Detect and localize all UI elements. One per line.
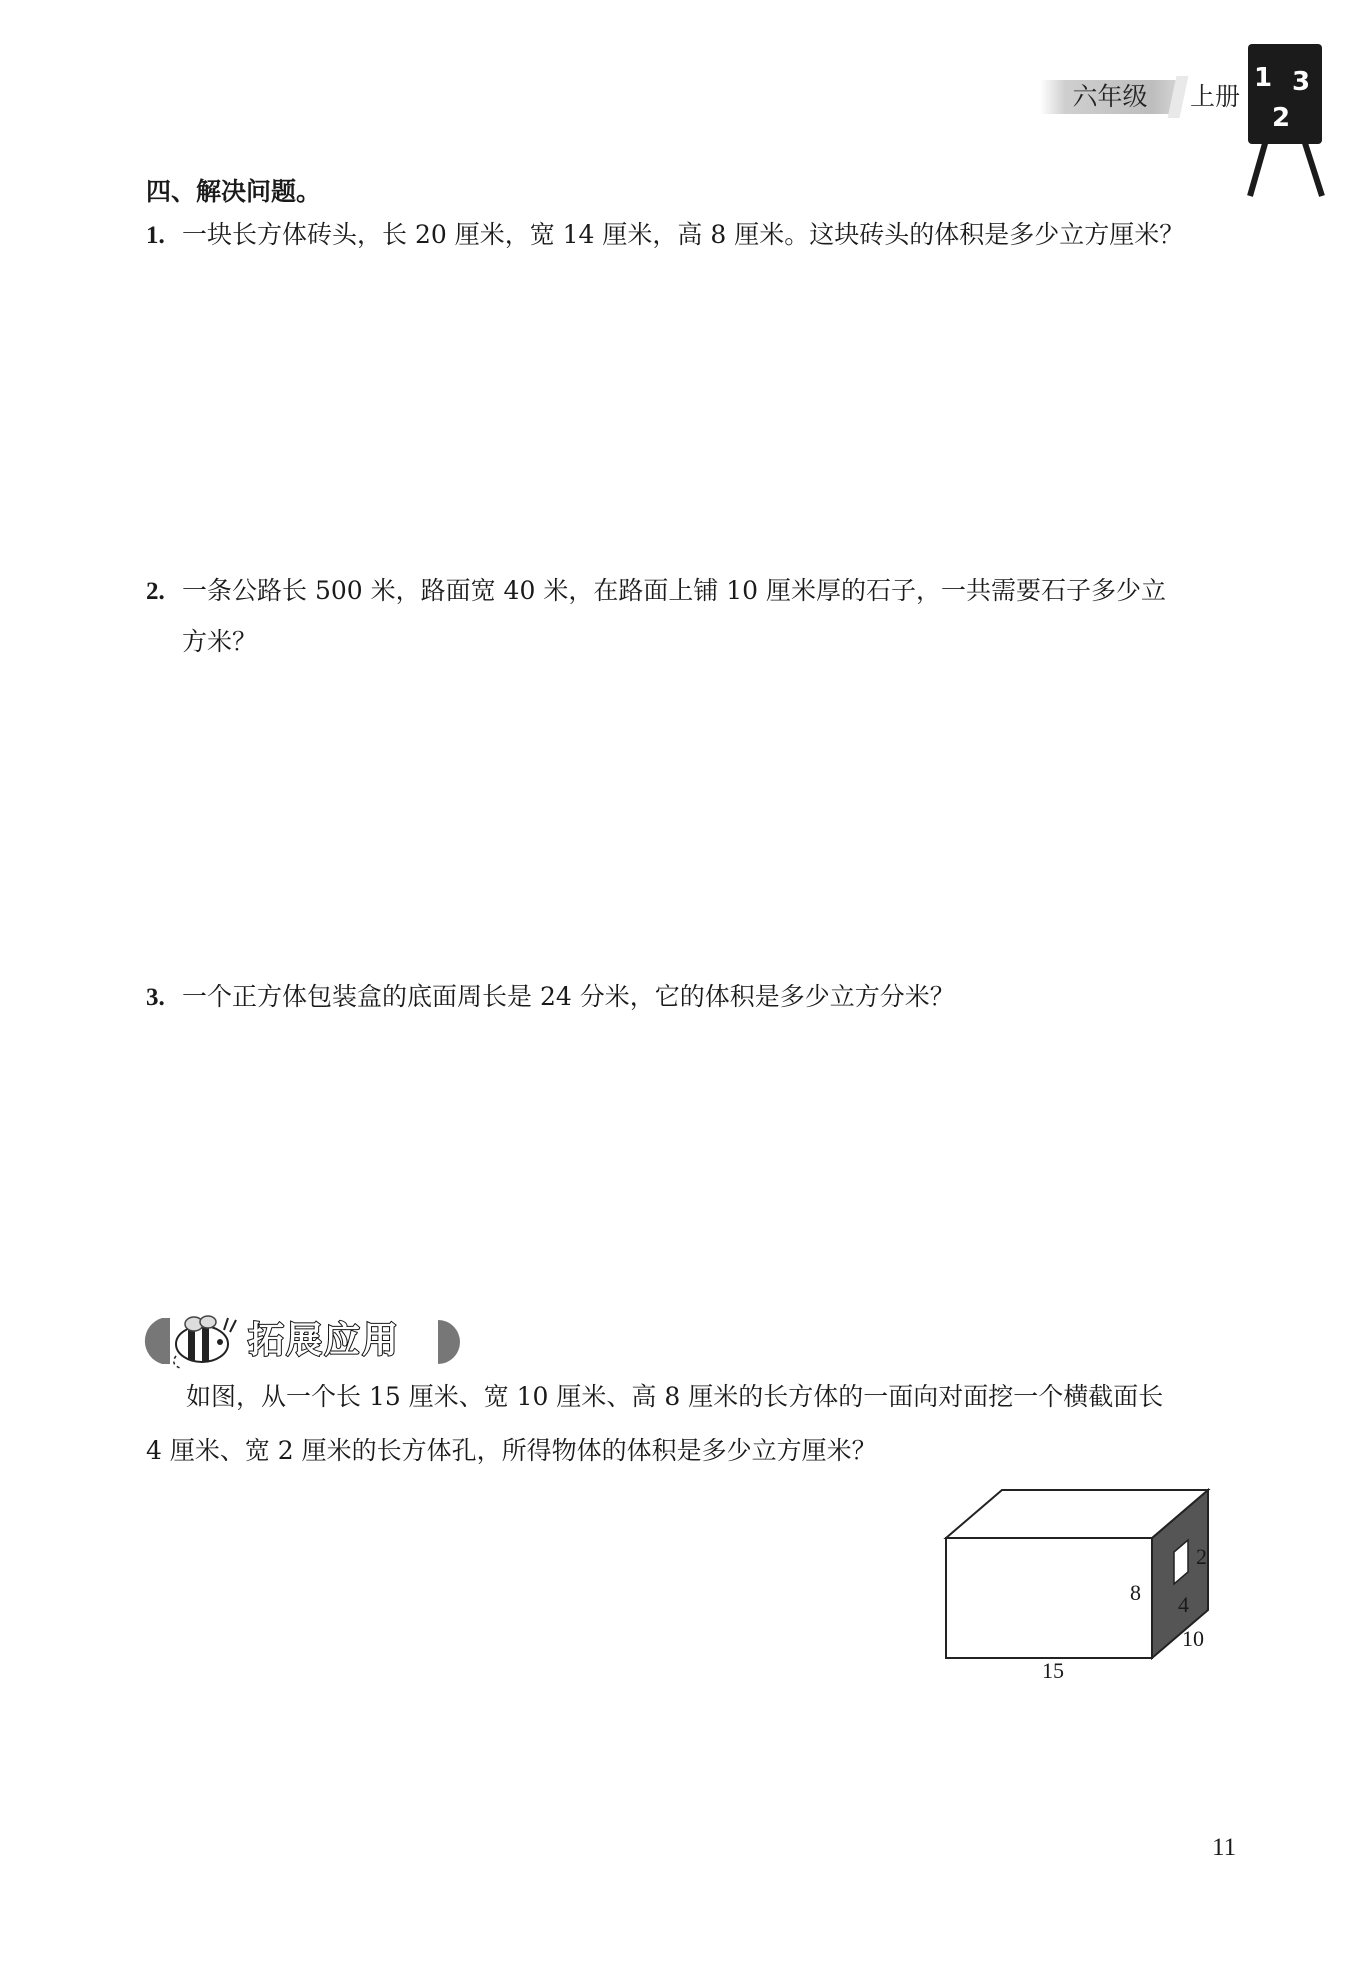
- question-number: 3.: [146, 984, 165, 1011]
- grade-label: 六年级: [1040, 80, 1180, 114]
- chalkboard-icon: [1240, 40, 1330, 200]
- board-digit-1: 1: [1254, 63, 1273, 93]
- question-1: [146, 210, 1246, 261]
- extension-text-line-1: 如图，从一个长 15 厘米、宽 10 厘米、高 8 厘米的长方体的一面向对面挖一个横截面长: [186, 1382, 1164, 1411]
- extension-problem: [146, 1370, 1246, 1478]
- page-number: 11: [1212, 1834, 1237, 1861]
- term-label: 上册: [1190, 82, 1241, 111]
- question-text: 一条公路长 500 米，路面宽 40 米，在路面上铺 10 厘米厚的石子，一共需要石子多少立: [182, 576, 1167, 605]
- cuboid-figure: [930, 1480, 1250, 1690]
- question-number: 1.: [146, 222, 165, 249]
- width-label: 10: [1182, 1626, 1204, 1651]
- board-digit-3: 3: [1292, 67, 1311, 97]
- question-number: 2.: [146, 578, 165, 605]
- height-label: 8: [1130, 1580, 1141, 1605]
- section-title: 四、解决问题。: [146, 177, 322, 206]
- board-digit-2: 2: [1272, 103, 1291, 133]
- question-3: [146, 972, 1246, 1023]
- question-text: 一个正方体包装盒的底面周长是 24 分米，它的体积是多少立方分米？: [182, 982, 955, 1011]
- question-2: [146, 566, 1246, 667]
- extension-text-line-2: 4 厘米、宽 2 厘米的长方体孔，所得物体的体积是多少立方厘米？: [146, 1436, 877, 1465]
- extension-title: 拓展应用: [248, 1320, 401, 1361]
- question-text-continuation: 方米？: [182, 627, 258, 656]
- length-label: 15: [1042, 1658, 1064, 1683]
- question-text: 一块长方体砖头，长 20 厘米，宽 14 厘米，高 8 厘米。这块砖头的体积是多少立方厘米？: [182, 220, 1185, 249]
- hole-width-label: 2: [1196, 1544, 1207, 1569]
- hole-length-label: 4: [1178, 1592, 1189, 1617]
